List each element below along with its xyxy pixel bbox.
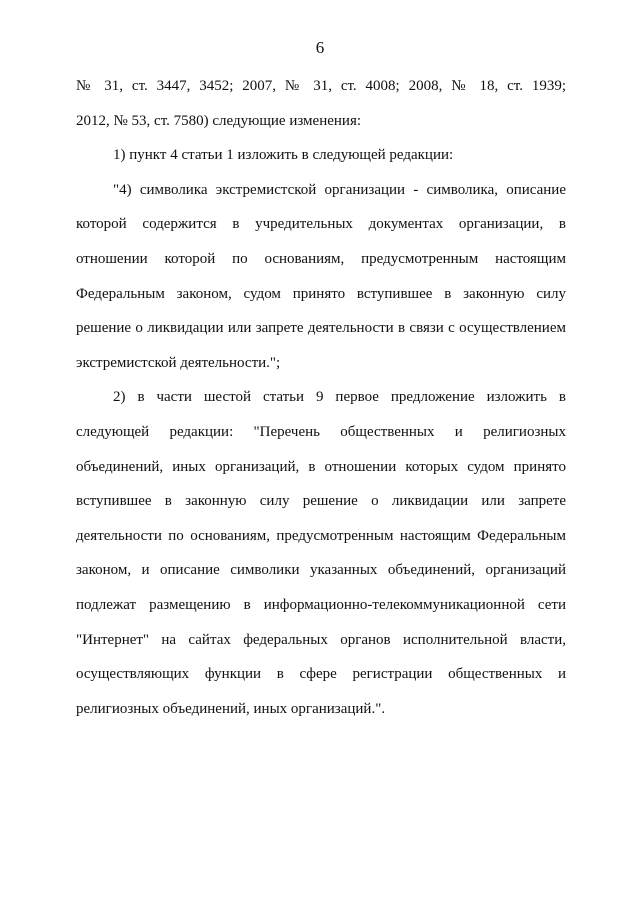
text-line: "4) символика экстремистской организации - символика, описание [113,181,566,198]
text-line: 2) в части шестой статьи 9 первое предложение изложить в [113,389,566,406]
item-2-paragraph [76,382,566,728]
text-line: экстремистской деятельности."; [76,354,281,371]
text-line: осуществляющих функции в сфере регистрации общественных и [76,666,566,683]
page-number: 6 [315,38,325,57]
text-line: законом, и описание символики указанных объединений, организаций [76,562,566,579]
text-line: решение о ликвидации или запрете деятельности в связи с осуществлением [76,320,566,337]
item-1-quote-paragraph [76,175,566,383]
text-line: "Интернет" на сайтах федеральных органов исполнительной власти, [76,631,566,648]
document-body [76,71,566,728]
text-line: отношении которой по основаниям, предусмотренным настоящим [76,250,566,267]
text-line: Федеральным законом, судом принято вступившее в законную силу [76,285,566,302]
text-line: № 31, ст. 3447, 3452; 2007, № 31, ст. 4008; 2008, № 18, ст. 1939; [76,78,566,94]
intro-paragraph [76,71,566,140]
text-line: религиозных объединений, иных организаций.". [76,700,386,717]
text-line: которой содержится в учредительных документах организации, в [76,216,566,233]
text-line: объединений, иных организаций, в отношении которых судом принято [76,458,566,475]
text-line: 2012, № 53, ст. 7580) следующие изменения: [76,112,362,129]
text-line: вступившее в законную силу решение о ликвидации или запрете [76,493,566,510]
item-1-heading: 1) пункт 4 статьи 1 изложить в следующей редакции: [113,147,454,164]
text-line: деятельности по основаниям, предусмотренным настоящим Федеральным [76,527,566,544]
text-line: следующей редакции: "Перечень общественных и религиозных [76,423,566,440]
text-line: подлежат размещению в информационно-телекоммуникационной сети [76,596,566,613]
